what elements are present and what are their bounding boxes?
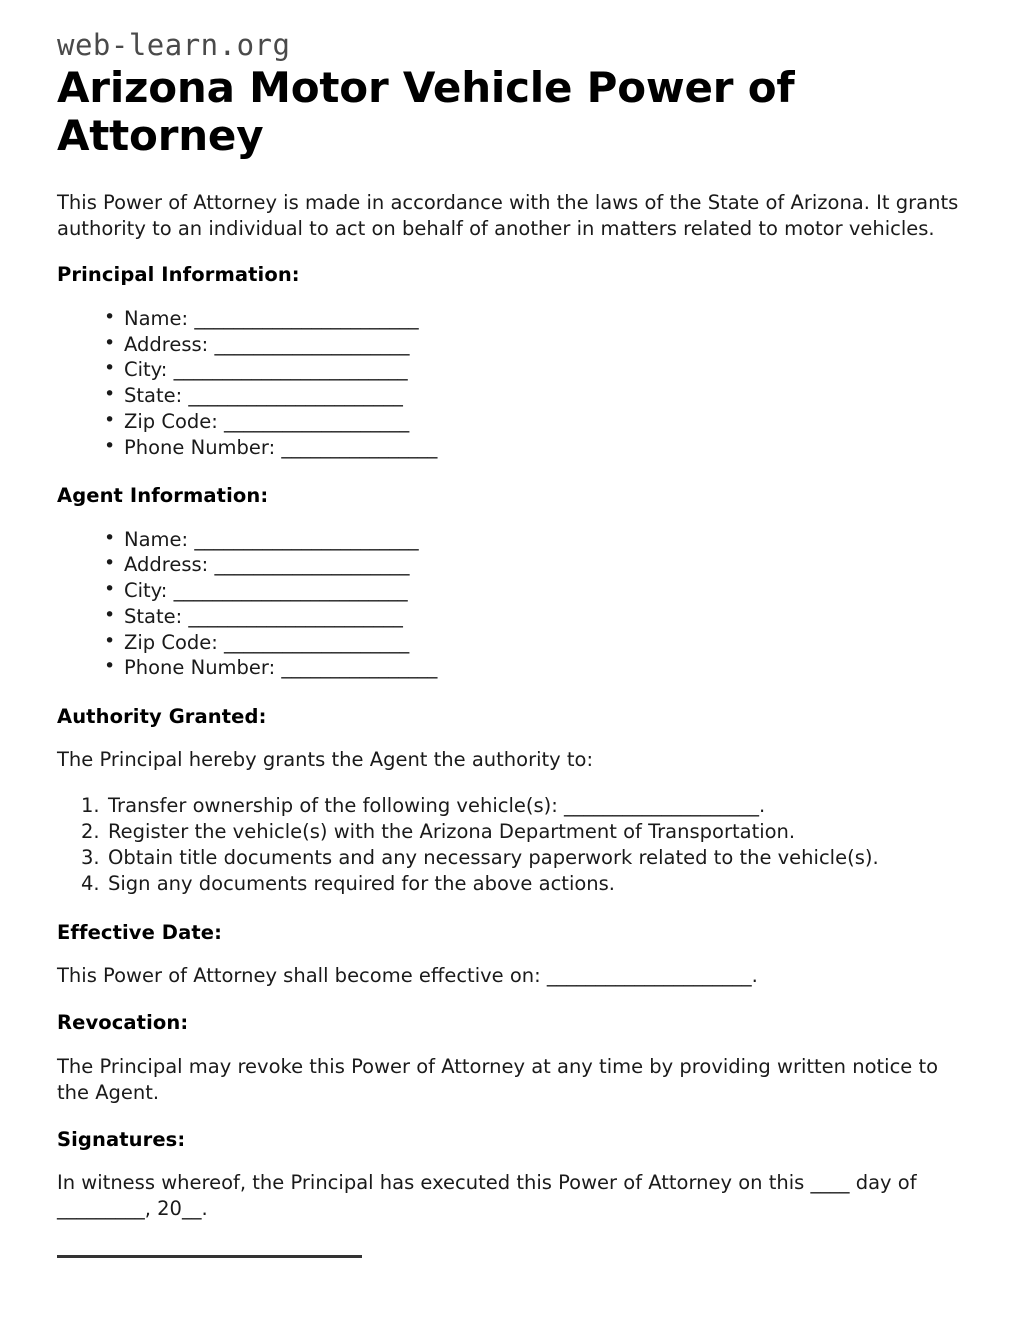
effective-date-text: This Power of Attorney shall become effective on: _____________________. (57, 964, 758, 988)
list-item (102, 435, 965, 461)
field-label: City: (124, 579, 168, 603)
authority-granted-heading: Authority Granted: (57, 705, 267, 729)
field-blank[interactable]: ________________________ (173, 579, 408, 603)
field-blank[interactable]: ____________________ (214, 553, 410, 577)
list-item (102, 552, 965, 578)
field-blank[interactable]: ________________________ (173, 358, 408, 382)
list-item (102, 527, 965, 553)
principal-information-heading: Principal Information: (57, 263, 300, 287)
field-blank[interactable]: ____________________ (214, 332, 410, 356)
field-label: City: (124, 358, 168, 382)
field-label: Name: (124, 306, 189, 330)
field-blank[interactable]: ________________ (281, 656, 438, 680)
signatures-text: In witness whereof, the Principal has executed this Power of Attorney on this ____ day of _________, 20__. (57, 1170, 917, 1220)
list-item: Obtain title documents and any necessary paperwork related to the vehicle(s). (108, 846, 879, 870)
authority-list (57, 793, 965, 897)
site-wordmark: web-learn.org (57, 28, 291, 62)
field-label: State: (124, 604, 183, 628)
principal-signature-line[interactable] (57, 1255, 362, 1258)
list-item (102, 630, 965, 656)
list-item (102, 578, 965, 604)
field-blank[interactable]: _______________________ (194, 527, 419, 551)
list-item (102, 604, 965, 630)
list-item (102, 332, 965, 358)
list-item (102, 357, 965, 383)
agent-information-heading: Agent Information: (57, 484, 269, 508)
signatures-heading: Signatures: (57, 1127, 186, 1151)
field-label: Phone Number: (124, 656, 276, 680)
revocation-text: The Principal may revoke this Power of Attorney at any time by providing written notice to the Agent. (57, 1054, 939, 1104)
list-item: Register the vehicle(s) with the Arizona Department of Transportation. (108, 820, 796, 844)
field-blank[interactable]: ________________ (281, 435, 438, 459)
effective-date-heading: Effective Date: (57, 921, 222, 945)
revocation-heading: Revocation: (57, 1011, 189, 1035)
field-blank[interactable]: _______________________ (194, 306, 419, 330)
field-label: Zip Code: (124, 409, 218, 433)
intro-paragraph: This Power of Attorney is made in accordance with the laws of the State of Arizona. It grants authority to an individual to act on behalf of another in matters related to motor vehicles. (57, 190, 959, 240)
field-blank[interactable]: ______________________ (188, 384, 403, 408)
field-blank[interactable]: ___________________ (224, 409, 410, 433)
authority-lead-text: The Principal hereby grants the Agent the authority to: (57, 748, 594, 772)
list-item: Sign any documents required for the above actions. (108, 872, 616, 896)
field-label: Zip Code: (124, 630, 218, 654)
field-label: Name: (124, 527, 189, 551)
list-item: Transfer ownership of the following vehicle(s): ____________________. (108, 794, 766, 818)
list-item (102, 383, 965, 409)
field-label: Address: (124, 553, 209, 577)
field-blank[interactable]: ______________________ (188, 604, 403, 628)
field-label: Phone Number: (124, 435, 276, 459)
page-title: Arizona Motor Vehicle Power of Attorney (57, 62, 795, 160)
agent-field-list (57, 527, 965, 681)
list-item (102, 306, 965, 332)
principal-field-list (57, 306, 965, 460)
field-label: Address: (124, 332, 209, 356)
field-label: State: (124, 384, 183, 408)
field-blank[interactable]: ___________________ (224, 630, 410, 654)
list-item (102, 655, 965, 681)
list-item (102, 409, 965, 435)
